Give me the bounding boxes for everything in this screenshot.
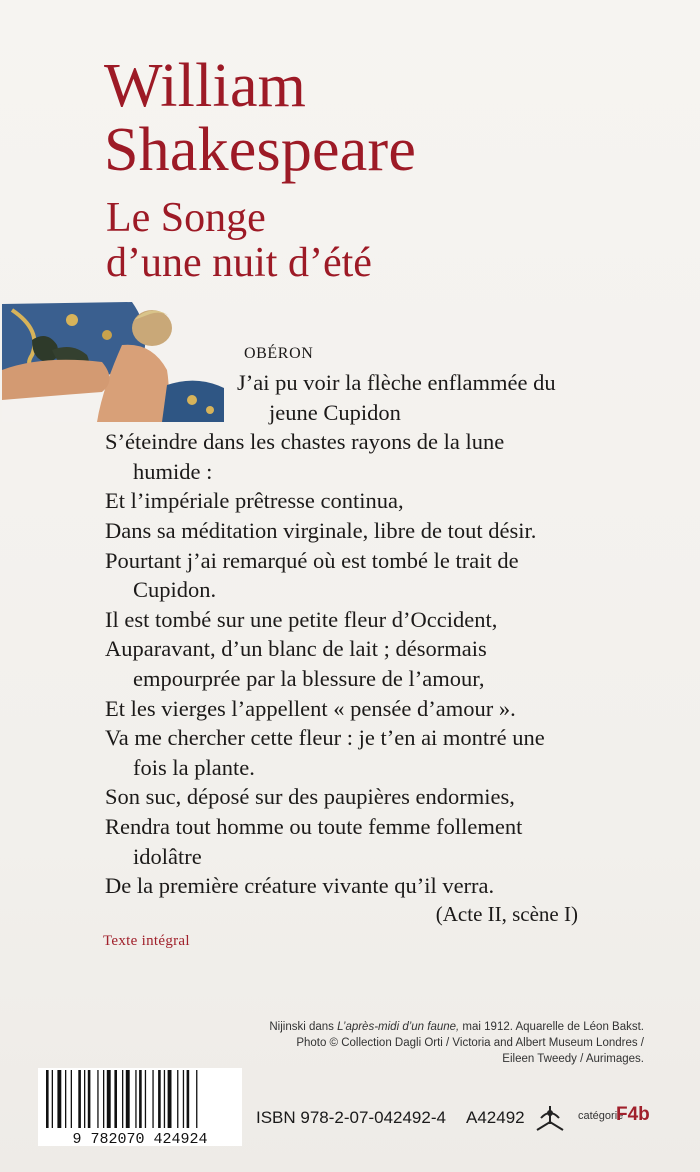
integral-text-label: Texte intégral — [103, 933, 190, 949]
verse-line: Dans sa méditation virginale, libre de tout désir. — [105, 517, 537, 543]
book-title-line2: d’une nuit d’été — [106, 240, 372, 286]
verse-line: Rendra tout homme ou toute femme follement — [105, 813, 523, 839]
author-first-name: William — [104, 52, 307, 120]
illustration-credit — [264, 1019, 644, 1067]
category-label: catégorie — [578, 1110, 624, 1122]
credit-line1: Nijinski dans L’après-midi d’un faune, mai 1912. Aquarelle de Léon Bakst. — [269, 1021, 644, 1033]
book-title-line1: Le Songe — [106, 195, 266, 241]
verse-line: Son suc, déposé sur des paupières endormies, — [105, 784, 515, 810]
verse-line: Auparavant, d’un blanc de lait ; désormais — [105, 636, 487, 662]
verse-line: De la première créature vivante qu’il verra. — [105, 873, 495, 899]
category-code: F4b — [616, 1104, 650, 1125]
verse-line: Et les vierges l’appellent « pensée d’amour ». — [105, 695, 516, 721]
verse-line: Et l’impériale prêtresse continua, — [105, 488, 404, 514]
excerpt-text — [105, 368, 695, 901]
verse-line: idolâtre — [133, 843, 202, 869]
barcode — [38, 1068, 242, 1146]
folio-logo-icon — [533, 1104, 567, 1132]
author-last-name: Shakespeare — [104, 116, 417, 184]
verse-line: humide : — [133, 458, 213, 484]
verse-line: J’ai pu voir la flèche enflammée du — [237, 370, 556, 395]
barcode-digits: 9 782070 424924 — [72, 1131, 208, 1146]
verse-line: fois la plante. — [133, 754, 255, 780]
verse-line: S’éteindre dans les chastes rayons de la lune — [105, 429, 505, 455]
verse-line: jeune Cupidon — [269, 399, 401, 425]
verse-line: Il est tombé sur une petite fleur d’Occident, — [105, 606, 498, 632]
verse-line: empourprée par la blessure de l’amour, — [133, 665, 485, 691]
verse-line: Va me chercher cette fleur : je t’en ai montré une — [105, 725, 545, 751]
credit-line3: Eileen Tweedy / Aurimages. — [502, 1053, 644, 1065]
author-name — [104, 54, 416, 182]
verse-line: Pourtant j’ai remarqué où est tombé le trait de — [105, 547, 519, 573]
book-title — [106, 196, 372, 286]
speaker-name: OBÉRON — [244, 345, 314, 362]
credit-line2: Photo © Collection Dagli Orti / Victoria and Albert Museum Londres / — [296, 1037, 644, 1049]
scene-reference: (Acte II, scène I) — [435, 902, 578, 926]
isbn-number: ISBN 978-2-07-042492-4 — [256, 1108, 446, 1127]
verse-line: Cupidon. — [133, 577, 217, 603]
product-code: A42492 — [466, 1108, 525, 1127]
